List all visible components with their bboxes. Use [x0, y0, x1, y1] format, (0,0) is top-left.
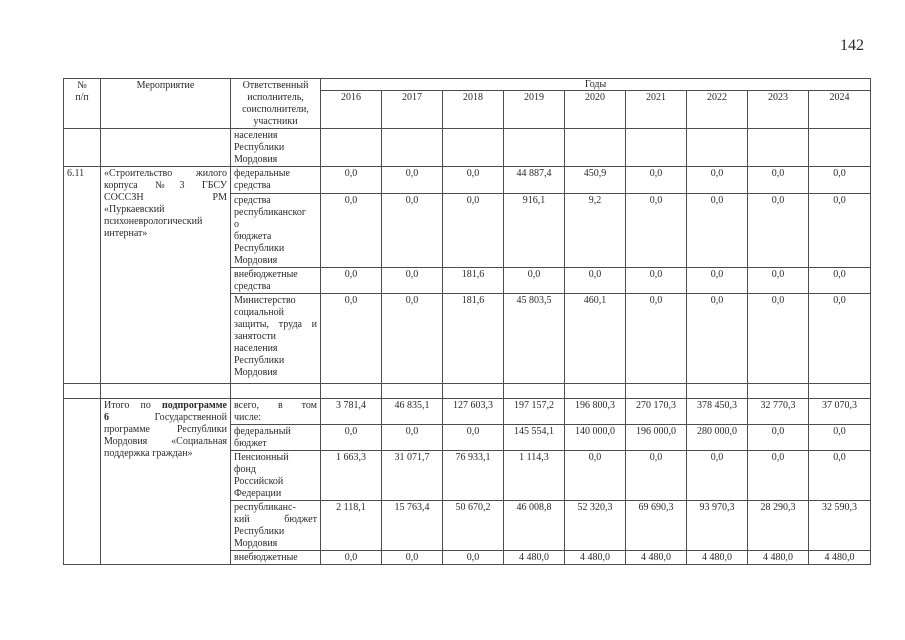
text-line: федеральный: [234, 426, 291, 437]
value-cell: 0,0: [626, 451, 687, 501]
value-cell: 1 663,3: [321, 451, 382, 501]
text-line: корпуса №3 ГБСУ: [104, 180, 227, 191]
value-cell: 181,6: [443, 268, 504, 294]
value-cell: 9,2: [565, 194, 626, 268]
value-cell: 69 690,3: [626, 501, 687, 551]
value-cell: 197 157,2: [504, 399, 565, 425]
responsible-cell: [231, 129, 321, 167]
responsible-cell: [231, 194, 321, 268]
value-cell: 0,0: [565, 268, 626, 294]
text-segment: Государственной: [109, 412, 227, 423]
value-cell: 4 480,0: [565, 551, 626, 565]
value-cell: 0,0: [687, 167, 748, 194]
value-cell: 28 290,3: [748, 501, 809, 551]
text-line: о: [234, 219, 239, 230]
value-cell: [382, 129, 443, 167]
responsible-cell: [231, 294, 321, 384]
text-line: внебюджетные: [234, 269, 298, 280]
value-cell: 0,0: [443, 167, 504, 194]
header-year: 2019: [504, 91, 565, 129]
empty-cell: [748, 384, 809, 399]
value-cell: 0,0: [809, 167, 871, 194]
value-cell: 0,0: [626, 194, 687, 268]
responsible-cell: [231, 425, 321, 451]
value-cell: 46 008,8: [504, 501, 565, 551]
text-line: «Строительство жилого: [104, 168, 227, 179]
value-cell: 0,0: [443, 551, 504, 565]
value-cell: 2 118,1: [321, 501, 382, 551]
responsible-cell: [231, 167, 321, 194]
value-cell: 0,0: [748, 294, 809, 384]
value-cell: 52 320,3: [565, 501, 626, 551]
value-cell: 0,0: [382, 268, 443, 294]
value-cell: [687, 129, 748, 167]
header-year: 2016: [321, 91, 382, 129]
page-number: 142: [840, 37, 864, 54]
value-cell: 0,0: [565, 451, 626, 501]
empty-cell: [687, 384, 748, 399]
empty-cell: [504, 384, 565, 399]
responsible-cell: [231, 268, 321, 294]
text-line: психоневрологический: [104, 216, 203, 227]
value-cell: 32 590,3: [809, 501, 871, 551]
text-line: п/п: [75, 92, 89, 103]
text-line: Республики: [234, 355, 285, 366]
empty-cell: [382, 384, 443, 399]
value-cell: 0,0: [382, 167, 443, 194]
text-line: Российской: [234, 476, 284, 487]
value-cell: 0,0: [626, 268, 687, 294]
table-row: [64, 129, 871, 167]
text-line: №: [77, 80, 87, 91]
budget-table: [63, 78, 871, 565]
value-cell: 3 781,4: [321, 399, 382, 425]
text-line: Республики: [234, 526, 285, 537]
value-cell: [321, 129, 382, 167]
header-year: 2018: [443, 91, 504, 129]
text-line: Республики: [234, 243, 285, 254]
value-cell: 4 480,0: [687, 551, 748, 565]
text-line: [104, 400, 227, 412]
value-cell: 0,0: [504, 268, 565, 294]
header-years: Годы: [321, 79, 871, 91]
text-line: кий бюджет: [234, 514, 317, 525]
responsible-cell: [231, 501, 321, 551]
value-cell: 0,0: [382, 194, 443, 268]
activity-cell: [101, 129, 231, 167]
text-line: средства: [234, 195, 271, 206]
text-line: Министерство: [234, 295, 296, 306]
value-cell: 0,0: [443, 194, 504, 268]
header-row: [64, 79, 871, 91]
value-cell: 0,0: [382, 425, 443, 451]
responsible-cell: [231, 399, 321, 425]
value-cell: 44 887,4: [504, 167, 565, 194]
value-cell: 0,0: [687, 194, 748, 268]
value-cell: 0,0: [687, 268, 748, 294]
value-cell: 916,1: [504, 194, 565, 268]
value-cell: 4 480,0: [809, 551, 871, 565]
header-activity: Мероприятие: [101, 79, 231, 129]
value-cell: 0,0: [809, 425, 871, 451]
bold-text-segment: 6: [104, 412, 109, 423]
value-cell: 270 170,3: [626, 399, 687, 425]
text-line: Мордовия: [234, 154, 278, 165]
subprogram-total-title: [101, 399, 231, 565]
text-line: Ответственный: [242, 80, 309, 91]
value-cell: 1 114,3: [504, 451, 565, 501]
value-cell: 0,0: [321, 167, 382, 194]
number-cell: 6.11: [64, 167, 101, 384]
text-line: республиканс-: [234, 502, 296, 513]
text-line: Мордовия: [234, 367, 278, 378]
value-cell: 37 070,3: [809, 399, 871, 425]
value-cell: 76 933,1: [443, 451, 504, 501]
value-cell: 50 670,2: [443, 501, 504, 551]
text-line: программе Республики: [104, 424, 227, 435]
header-year: 2024: [809, 91, 871, 129]
value-cell: [626, 129, 687, 167]
text-line: бюджет: [234, 438, 267, 449]
value-cell: 0,0: [321, 551, 382, 565]
activity-cell: [101, 167, 231, 384]
value-cell: 450,9: [565, 167, 626, 194]
value-cell: 0,0: [443, 425, 504, 451]
table-row: [64, 167, 871, 194]
value-cell: 140 000,0: [565, 425, 626, 451]
value-cell: 0,0: [382, 294, 443, 384]
empty-cell: [101, 384, 231, 399]
text-line: Пенсионный: [234, 452, 289, 463]
text-line: республиканског: [234, 207, 306, 218]
text-line: исполнитель,: [247, 92, 304, 103]
value-cell: 93 970,3: [687, 501, 748, 551]
text-line: средства: [234, 281, 271, 292]
empty-cell: [64, 384, 101, 399]
header-year: 2017: [382, 91, 443, 129]
text-line: Мордовия: [234, 538, 278, 549]
table-row: [64, 399, 871, 425]
value-cell: 0,0: [687, 294, 748, 384]
value-cell: [748, 129, 809, 167]
text-line: социальной: [234, 307, 284, 318]
value-cell: 0,0: [626, 167, 687, 194]
text-line: СОССЗН РМ: [104, 192, 227, 203]
value-cell: 0,0: [321, 194, 382, 268]
value-cell: 0,0: [748, 167, 809, 194]
text-line: защиты, труда и: [234, 319, 317, 330]
value-cell: 0,0: [748, 268, 809, 294]
value-cell: 0,0: [748, 425, 809, 451]
text-line: «Пуркаевский: [104, 204, 165, 215]
text-line: поддержка граждан»: [104, 448, 193, 459]
text-line: интернат»: [104, 228, 148, 239]
text-line: Мордовия: [234, 255, 278, 266]
value-cell: 15 763,4: [382, 501, 443, 551]
value-cell: 0,0: [382, 551, 443, 565]
value-cell: 46 835,1: [382, 399, 443, 425]
value-cell: [809, 129, 871, 167]
value-cell: 0,0: [321, 294, 382, 384]
value-cell: [504, 129, 565, 167]
header-year: 2023: [748, 91, 809, 129]
text-segment: Итого по: [104, 400, 162, 411]
value-cell: 0,0: [687, 451, 748, 501]
text-line: федеральные: [234, 168, 290, 179]
blank-row: [64, 384, 871, 399]
text-line: [104, 412, 227, 424]
header-responsible: [231, 79, 321, 129]
text-line: всего, в том: [234, 400, 317, 411]
value-cell: 0,0: [748, 194, 809, 268]
value-cell: 0,0: [321, 425, 382, 451]
empty-cell: [565, 384, 626, 399]
value-cell: 0,0: [809, 294, 871, 384]
text-line: населения: [234, 130, 278, 141]
value-cell: 196 800,3: [565, 399, 626, 425]
value-cell: 196 000,0: [626, 425, 687, 451]
value-cell: 181,6: [443, 294, 504, 384]
value-cell: 0,0: [809, 268, 871, 294]
empty-cell: [626, 384, 687, 399]
text-line: средства: [234, 180, 271, 191]
value-cell: 145 554,1: [504, 425, 565, 451]
empty-cell: [443, 384, 504, 399]
value-cell: 0,0: [809, 451, 871, 501]
value-cell: 378 450,3: [687, 399, 748, 425]
value-cell: 45 803,5: [504, 294, 565, 384]
header-year: 2021: [626, 91, 687, 129]
value-cell: 127 603,3: [443, 399, 504, 425]
text-line: соисполнители,: [242, 104, 309, 115]
empty-cell: [809, 384, 871, 399]
text-line: внебюджетные: [234, 552, 298, 563]
text-line: участники: [253, 116, 298, 127]
value-cell: 0,0: [748, 451, 809, 501]
responsible-cell: [231, 551, 321, 565]
text-line: числе:: [234, 412, 262, 423]
number-cell: [64, 399, 101, 565]
responsible-cell: [231, 451, 321, 501]
text-line: фонд: [234, 464, 256, 475]
value-cell: 4 480,0: [626, 551, 687, 565]
empty-cell: [321, 384, 382, 399]
number-cell: [64, 129, 101, 167]
text-line: Мордовия «Социальная: [104, 436, 227, 447]
text-line: населения: [234, 343, 278, 354]
value-cell: 0,0: [809, 194, 871, 268]
value-cell: [565, 129, 626, 167]
value-cell: 31 071,7: [382, 451, 443, 501]
value-cell: 0,0: [321, 268, 382, 294]
header-number: [64, 79, 101, 129]
text-line: бюджета: [234, 231, 272, 242]
empty-cell: [231, 384, 321, 399]
text-line: занятости: [234, 331, 276, 342]
bold-text-segment: подпрограмме: [161, 400, 227, 411]
header-year: 2022: [687, 91, 748, 129]
value-cell: 280 000,0: [687, 425, 748, 451]
value-cell: 4 480,0: [504, 551, 565, 565]
value-cell: 4 480,0: [748, 551, 809, 565]
text-line: Республики: [234, 142, 285, 153]
value-cell: 460,1: [565, 294, 626, 384]
header-year: 2020: [565, 91, 626, 129]
value-cell: [443, 129, 504, 167]
value-cell: 32 770,3: [748, 399, 809, 425]
value-cell: 0,0: [626, 294, 687, 384]
text-line: Федерации: [234, 488, 282, 499]
